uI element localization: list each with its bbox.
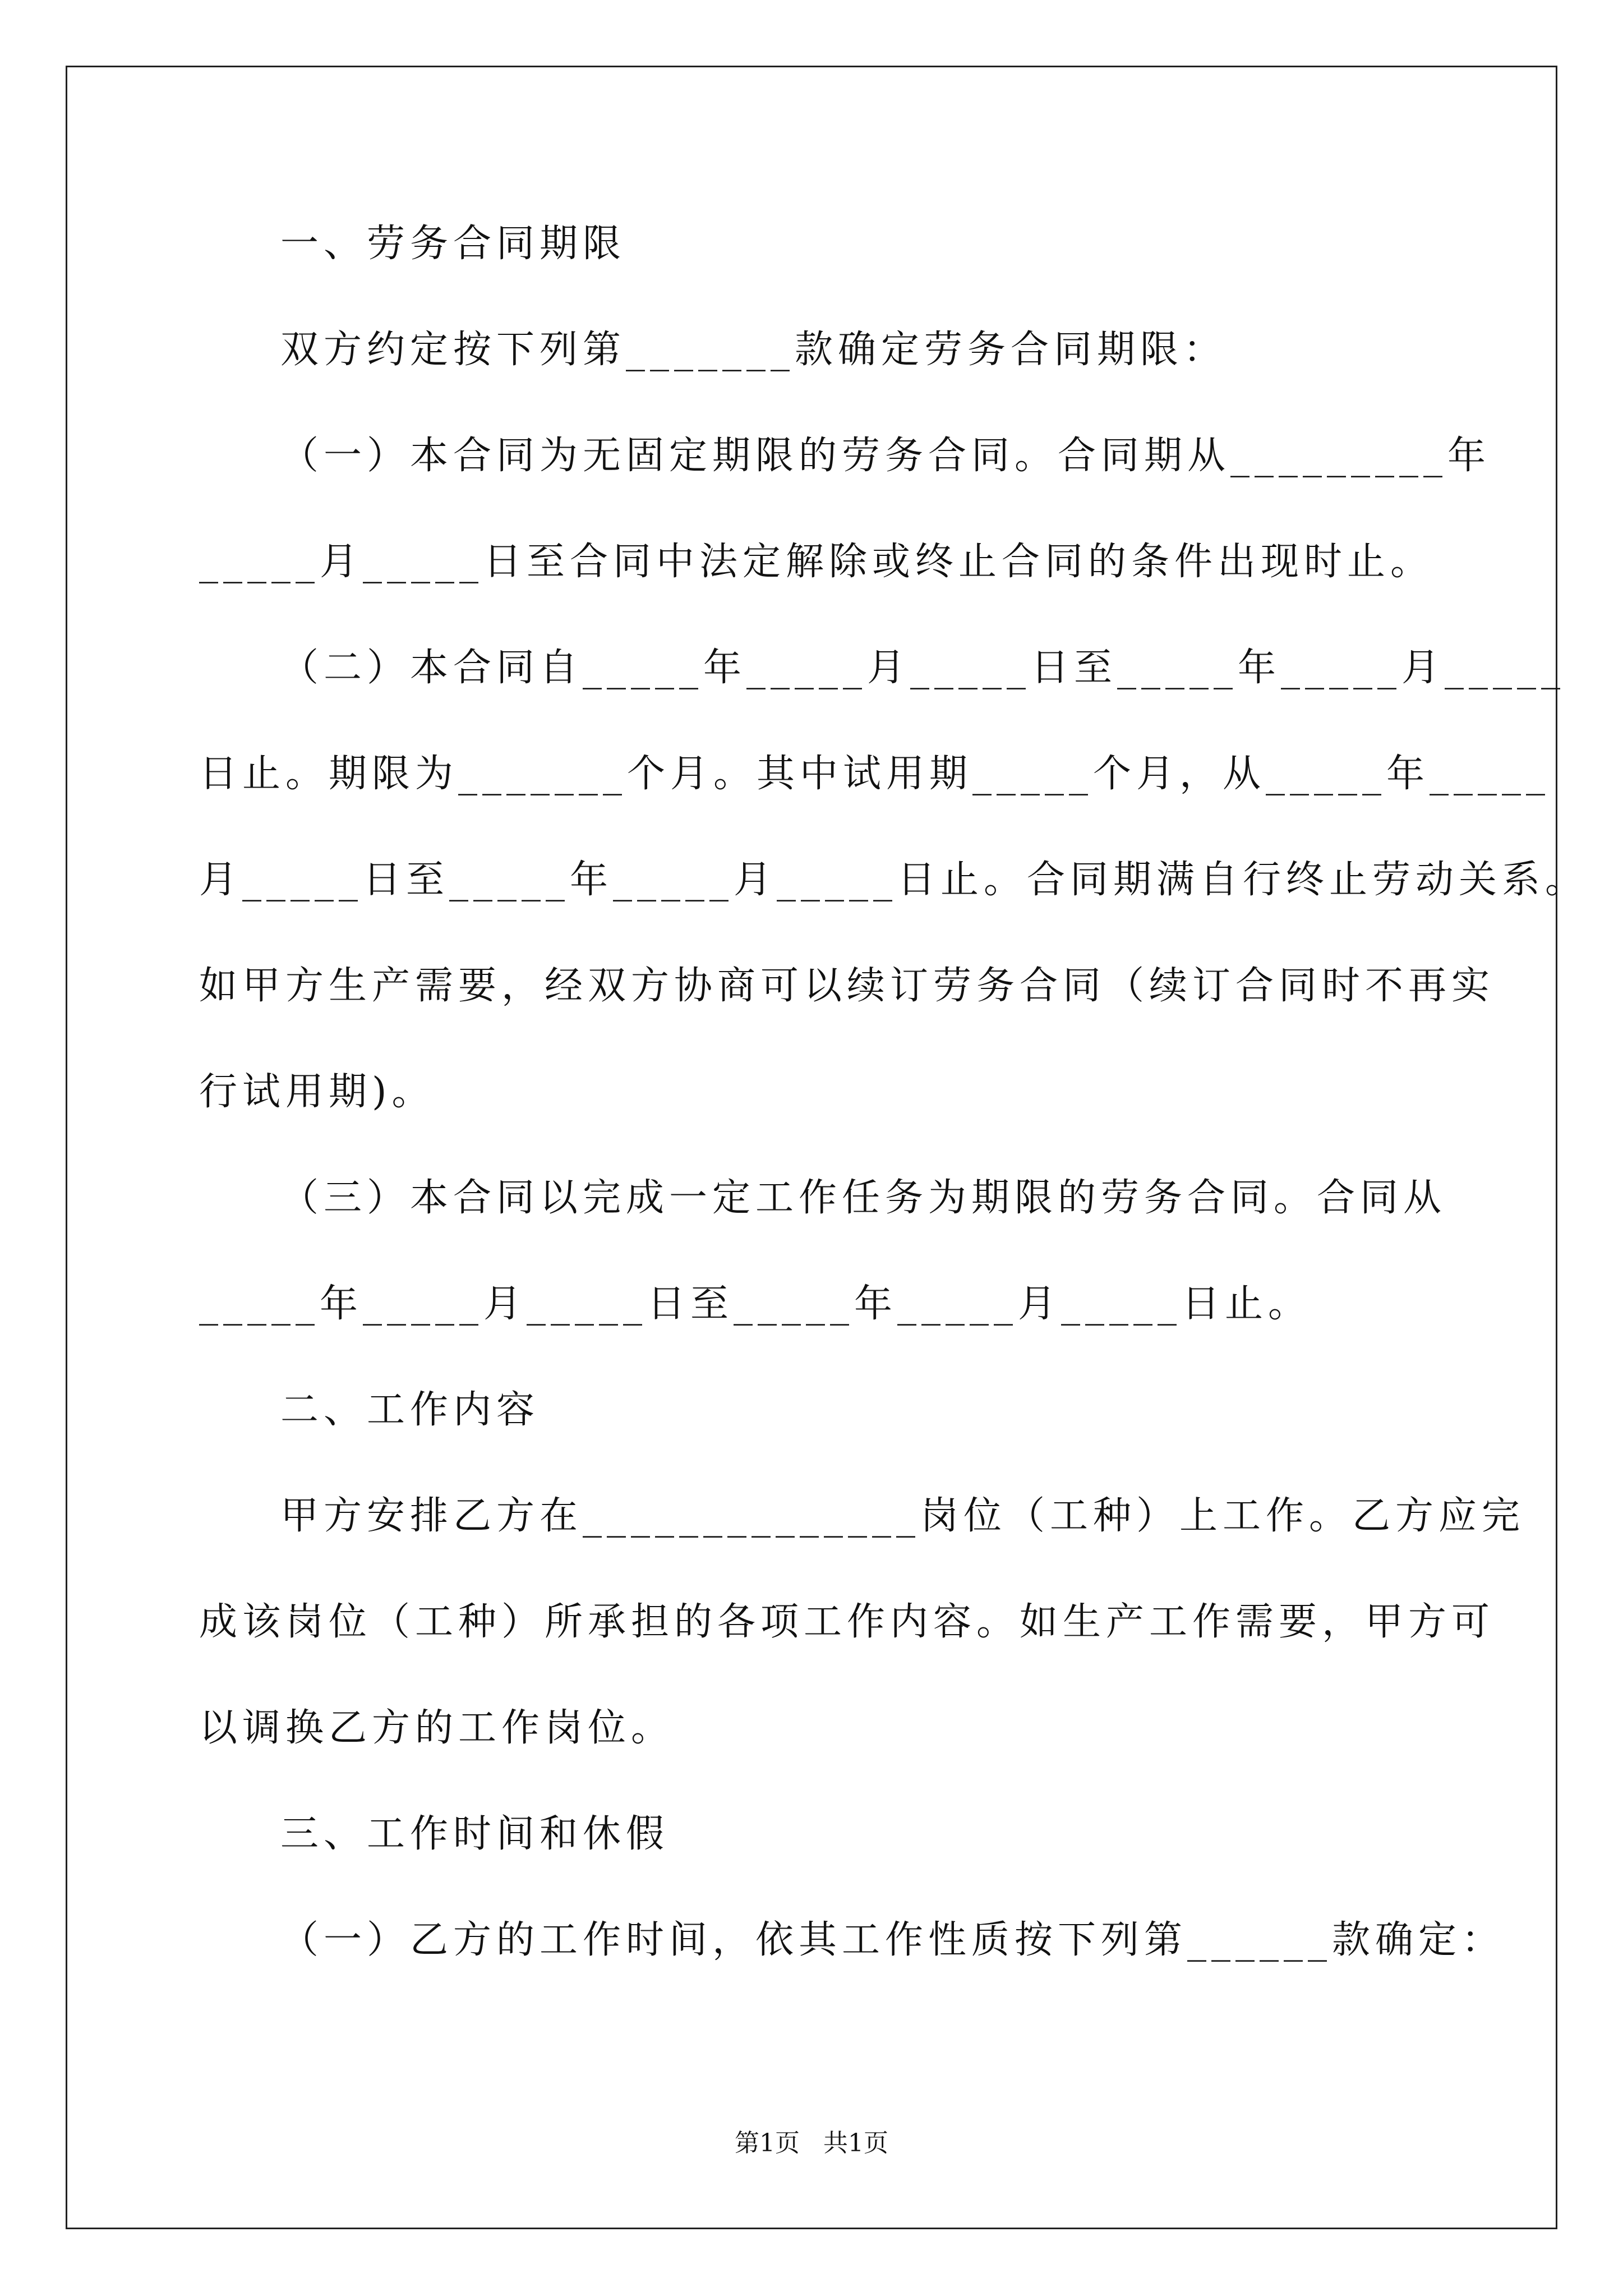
paragraph-line: 双方约定按下列第_______款确定劳务合同期限： (280, 328, 1227, 372)
paragraph-line: _____月_____日至合同中法定解除或终止合同的条件出现时止。 (199, 540, 1434, 584)
paragraph-line: 甲方安排乙方在______________岗位（工种）上工作。乙方应完 (280, 1494, 1525, 1538)
paragraph-line: 成该岗位（工种）所承担的各项工作内容。如生产工作需要，甲方可 (199, 1600, 1495, 1644)
paragraph-line: 以调换乙方的工作岗位。 (199, 1706, 675, 1750)
section-heading-2: 二、工作内容 (280, 1388, 540, 1432)
paragraph-line: 日止。期限为_______个月。其中试用期_____个月，从_____年_____ (199, 752, 1551, 796)
paragraph-line: 月_____日至_____年_____月_____日止。合同期满自行终止劳动关系。 (199, 858, 1589, 902)
paragraph-line: （一）本合同为无固定期限的劳务合同。合同期从_________年 (280, 434, 1491, 478)
paragraph-line: 行试用期)。 (199, 1070, 435, 1114)
paragraph-line: 如甲方生产需要，经双方协商可以续订劳务合同（续订合同时不再实 (199, 964, 1495, 1008)
paragraph-line: （三）本合同以完成一定工作任务为期限的劳务合同。合同从 (280, 1176, 1447, 1220)
paragraph-line: （一）乙方的工作时间，依其工作性质按下列第______款确定： (280, 1918, 1505, 1962)
paragraph-line: _____年_____月_____日至_____年_____月_____日止。 (199, 1282, 1312, 1326)
page-border (66, 66, 1557, 2229)
page-footer: 第1页 共1页 (735, 2129, 888, 2157)
section-heading-1: 一、劳务合同期限 (280, 222, 626, 266)
section-heading-3: 三、工作时间和休假 (280, 1812, 670, 1856)
paragraph-line: （二）本合同自_____年_____月_____日至_____年_____月_____ (280, 646, 1566, 690)
